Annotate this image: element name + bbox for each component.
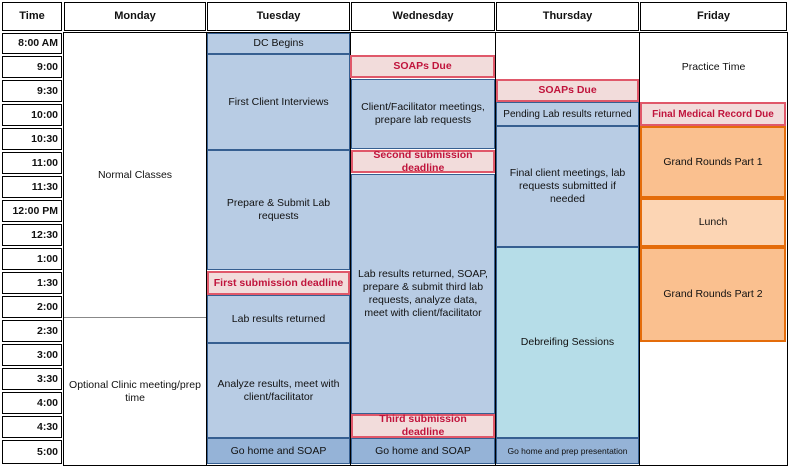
time-slot: 12:00 PM xyxy=(2,200,62,222)
header-monday: Monday xyxy=(64,2,206,31)
time-slot: 2:00 xyxy=(2,296,62,318)
tuesday-first-interviews: First Client Interviews xyxy=(207,54,350,150)
friday-practice-time: Practice Time xyxy=(640,33,787,101)
friday-final-record: Final Medical Record Due xyxy=(640,102,786,126)
friday-lunch: Lunch xyxy=(640,198,786,247)
monday-normal-classes: Normal Classes xyxy=(64,33,206,318)
time-slot: 9:30 xyxy=(2,80,62,102)
thursday-soaps-due: SOAPs Due xyxy=(496,79,639,102)
time-slot: 2:30 xyxy=(2,320,62,342)
wednesday-lab-soap: Lab results returned, SOAP, prepare & submit third lab requests, analyze data, meet with client/facilitator xyxy=(351,174,495,414)
monday-optional-clinic: Optional Clinic meeting/prep time xyxy=(64,319,206,465)
header-wednesday: Wednesday xyxy=(351,2,495,31)
time-slot: 12:30 xyxy=(2,224,62,246)
time-slot: 10:30 xyxy=(2,128,62,150)
wednesday-meetings: Client/Facilitator meetings, prepare lab requests xyxy=(351,79,495,149)
time-slot: 8:00 AM xyxy=(2,33,62,54)
thursday-pending-lab: Pending Lab results returned xyxy=(496,102,639,126)
time-slot: 9:00 xyxy=(2,56,62,78)
time-slot: 1:30 xyxy=(2,272,62,294)
time-slot: 4:00 xyxy=(2,392,62,414)
header-thursday: Thursday xyxy=(496,2,639,31)
tuesday-first-deadline: First submission deadline xyxy=(207,271,350,295)
tuesday-dc-begins: DC Begins xyxy=(207,33,350,54)
time-slot: 5:00 xyxy=(2,440,62,464)
header-friday: Friday xyxy=(640,2,787,31)
thursday-debriefing: Debreifing Sessions xyxy=(496,247,639,438)
tuesday-go-home: Go home and SOAP xyxy=(207,438,350,464)
time-slot: 1:00 xyxy=(2,248,62,270)
tuesday-prepare-submit: Prepare & Submit Lab requests xyxy=(207,150,350,270)
wednesday-second-deadline: Second submission deadline xyxy=(351,150,495,173)
wednesday-go-home: Go home and SOAP xyxy=(351,438,495,464)
time-slot: 4:30 xyxy=(2,416,62,438)
time-slot: 3:00 xyxy=(2,344,62,366)
wednesday-soaps-due: SOAPs Due xyxy=(350,55,495,78)
tuesday-analyze: Analyze results, meet with client/facilitator xyxy=(207,343,350,438)
thursday-go-home: Go home and prep presentation xyxy=(496,438,639,464)
time-slot: 10:00 xyxy=(2,104,62,126)
header-time: Time xyxy=(2,2,62,31)
time-slot: 3:30 xyxy=(2,368,62,390)
time-slot: 11:00 xyxy=(2,152,62,174)
header-tuesday: Tuesday xyxy=(207,2,350,31)
friday-grand-rounds-2: Grand Rounds Part 2 xyxy=(640,247,786,342)
thursday-final-meetings: Final client meetings, lab requests submitted if needed xyxy=(496,126,639,247)
tuesday-lab-results: Lab results returned xyxy=(207,295,350,343)
wednesday-third-deadline: Third submission deadline xyxy=(351,414,495,438)
friday-grand-rounds-1: Grand Rounds Part 1 xyxy=(640,126,786,198)
time-slot: 11:30 xyxy=(2,176,62,198)
